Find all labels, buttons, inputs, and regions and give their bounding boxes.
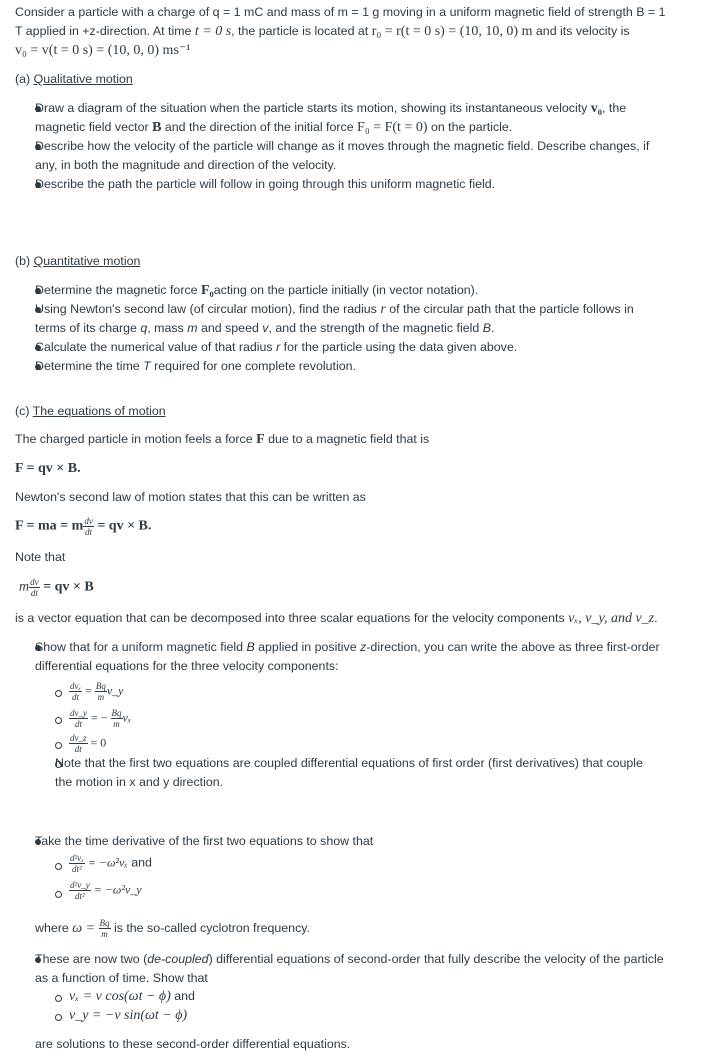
equation-force: F = qv × B. bbox=[15, 461, 81, 476]
equation-part: = − bbox=[91, 710, 108, 725]
bullet-var: r bbox=[276, 340, 281, 354]
part-a-heading bbox=[15, 70, 133, 89]
bullet-text: -direction, you can write the above as three first-order bbox=[366, 640, 660, 654]
equation-part: = bbox=[85, 683, 92, 698]
bullet-text: on the particle. bbox=[427, 120, 513, 134]
para-math: F bbox=[256, 432, 265, 447]
part-b-bullet-1 bbox=[35, 281, 478, 300]
bullet-text: , and the strength of the magnetic field bbox=[268, 321, 483, 335]
fraction-denominator: m bbox=[113, 719, 120, 729]
bullet-text: Show that for a uniform magnetic field bbox=[35, 640, 247, 654]
part-a-bullet-2: Describe how the velocity of the particle will change as it moves through the magnetic field. Describe changes, if bbox=[35, 139, 650, 153]
part-a-bullet-3: Describe the path the particle will follow in going through this uniform magnetic field. bbox=[35, 177, 496, 191]
bullet-var: B bbox=[246, 640, 255, 654]
fraction bbox=[83, 516, 94, 537]
fraction-denominator: m bbox=[101, 929, 108, 939]
part-c-bullet-3-cont: as a function of time. Show that bbox=[35, 971, 208, 985]
equation-part: = −ω²v_y bbox=[93, 882, 142, 897]
fraction bbox=[69, 853, 85, 874]
fraction bbox=[29, 577, 40, 598]
fraction-denominator: m bbox=[97, 692, 105, 702]
para-text: is a vector equation that can be decomposed into three scalar equations for the velocity components bbox=[15, 611, 569, 625]
bullet-var: T bbox=[143, 359, 151, 373]
bullet-var: q bbox=[140, 321, 148, 335]
bullet-math: B bbox=[152, 120, 162, 135]
fraction bbox=[111, 708, 123, 729]
part-b-bullet-2-cont bbox=[35, 319, 494, 338]
fraction-numerator: Bq bbox=[111, 708, 122, 718]
solution-vy: v_y = −v sin(ωt − ϕ) bbox=[69, 1008, 188, 1023]
bullet-math: r bbox=[380, 302, 386, 317]
part-c-para-3: Note that bbox=[15, 550, 66, 564]
fraction-numerator: dvₓ bbox=[70, 681, 82, 691]
coupled-note: Note that the first two equations are coupled differential equations of first order (first derivatives) that couple bbox=[55, 756, 643, 770]
part-b-title-link[interactable]: Quantitative motion bbox=[33, 254, 141, 268]
ode-vx bbox=[69, 681, 124, 702]
sub-bullet-icon bbox=[55, 863, 62, 870]
part-b-bullet-2 bbox=[35, 300, 634, 319]
bullet-var: z bbox=[360, 640, 367, 654]
bullet-text: Draw a diagram of the situation when the particle starts its motion, showing its instantaneous velocity bbox=[35, 101, 591, 115]
part-c-bullet-1-cont: differential equations for the three velocity components: bbox=[35, 659, 339, 673]
intro-line-1 bbox=[15, 3, 666, 22]
bullet-text: required for one complete revolution. bbox=[150, 359, 356, 373]
equation-part: and bbox=[127, 855, 152, 870]
intro-math: r₀ = r(t = 0 s) = (10, 10, 0) m bbox=[371, 24, 533, 39]
part-b-bullet-4 bbox=[35, 357, 356, 376]
bullet-text: acting on the particle initially (in vector notation). bbox=[213, 283, 479, 297]
fraction-denominator: dt bbox=[30, 588, 38, 598]
bullet-text: for the particle using the data given above. bbox=[280, 340, 518, 354]
part-c-heading bbox=[15, 402, 166, 421]
bullet-text: These are now two ( bbox=[35, 952, 148, 966]
fraction-numerator: Bq bbox=[95, 681, 106, 691]
para-text: where bbox=[35, 920, 73, 935]
part-c-para-2: Newton's second law of motion states that this can be written as bbox=[15, 490, 366, 504]
fraction bbox=[95, 681, 107, 702]
bullet-text-italic: de-coupled bbox=[147, 952, 209, 966]
fraction-numerator: dv_y bbox=[70, 708, 87, 718]
bullet-text: ) differential equations of second-order that fully describe the velocity of the particle bbox=[208, 952, 664, 966]
ode-vy bbox=[69, 708, 131, 729]
equation-newton bbox=[15, 516, 151, 537]
bullet-text: magnetic field vector bbox=[35, 120, 153, 134]
second-order-vx bbox=[69, 853, 152, 874]
part-prefix: (b) bbox=[15, 254, 34, 268]
intro-text: , the particle is located at bbox=[231, 24, 372, 38]
equation-part: F = ma = m bbox=[15, 518, 84, 534]
fraction-denominator: dt bbox=[85, 527, 93, 537]
fraction bbox=[69, 733, 88, 754]
bullet-text: and speed bbox=[197, 321, 263, 335]
equation-part: = −ω²vₓ bbox=[87, 855, 128, 870]
part-b-heading bbox=[15, 252, 140, 271]
bullet-text: terms of its charge bbox=[35, 321, 141, 335]
cyclotron-line bbox=[35, 918, 310, 939]
part-c-para-1 bbox=[15, 430, 429, 449]
para-text: is the so-called cyclotron frequency. bbox=[110, 920, 310, 935]
para-math: vₓ, v_y, and v_z bbox=[568, 611, 655, 626]
equation-part: ω = bbox=[72, 920, 96, 936]
intro-line-2 bbox=[15, 22, 630, 41]
equation-part: vₓ bbox=[122, 710, 132, 725]
bullet-var: m bbox=[187, 321, 198, 335]
ode-vz bbox=[69, 733, 106, 754]
bullet-math: F₀ bbox=[200, 283, 214, 298]
bullet-text: Calculate the numerical value of that radius bbox=[35, 340, 277, 354]
bullet-text: of the circular path that the particle follows in bbox=[385, 302, 634, 316]
fraction-denominator: dt² bbox=[74, 891, 85, 901]
bullet-math: F₀ = F(t = 0) bbox=[357, 120, 428, 135]
part-c-para-4 bbox=[15, 609, 658, 628]
bullet-text: Determine the time bbox=[35, 359, 144, 373]
equation-part: and bbox=[170, 989, 195, 1003]
part-a-bullet-1-cont bbox=[35, 118, 512, 137]
equation-part: = 0 bbox=[90, 735, 107, 750]
sub-bullet-icon bbox=[55, 995, 62, 1002]
fraction-numerator: d²v_y bbox=[70, 880, 90, 890]
fraction bbox=[69, 681, 82, 702]
part-a-bullet-1 bbox=[35, 99, 626, 118]
para-text: . bbox=[654, 611, 658, 625]
intro-math: t = 0 s bbox=[194, 24, 232, 39]
part-c-bullet-1 bbox=[35, 638, 660, 657]
intro-line-3: v₀ = v(t = 0 s) = (10, 0, 0) ms⁻¹ bbox=[15, 43, 191, 58]
bullet-var: B bbox=[482, 321, 491, 335]
part-c-bullet-2: Take the time derivative of the first two equations to show that bbox=[35, 834, 374, 848]
fraction-numerator: dv_z bbox=[70, 733, 87, 743]
fraction-denominator: dt bbox=[72, 692, 80, 702]
part-a-bullet-2-cont: any, in both the magnitude and direction of the velocity. bbox=[35, 158, 337, 172]
solution-vx bbox=[69, 987, 195, 1006]
bullet-math: v₀ bbox=[590, 101, 602, 116]
part-b-bullet-3 bbox=[35, 338, 517, 357]
equation-part: v_y bbox=[106, 683, 124, 698]
fraction-numerator: dv bbox=[30, 577, 39, 587]
para-text: due to a magnetic field that is bbox=[264, 432, 430, 446]
fraction-denominator: dt² bbox=[72, 864, 82, 874]
sub-bullet-icon bbox=[55, 742, 62, 749]
part-prefix: (a) bbox=[15, 72, 34, 86]
bullet-text: , mass bbox=[147, 321, 188, 335]
part-a-title-link[interactable]: Qualitative motion bbox=[33, 72, 133, 86]
sub-bullet-icon bbox=[55, 891, 62, 898]
sub-bullet-icon bbox=[55, 1014, 62, 1021]
part-prefix: (c) bbox=[15, 404, 33, 418]
bullet-text: applied in positive bbox=[254, 640, 361, 654]
equation-part: = qv × B. bbox=[97, 518, 152, 534]
fraction-numerator: Bq bbox=[99, 918, 110, 928]
bullet-text: . bbox=[490, 321, 495, 335]
part-c-title-link[interactable]: The equations of motion bbox=[32, 404, 166, 418]
fraction-numerator: d²vₓ bbox=[70, 853, 84, 863]
second-order-vy bbox=[69, 880, 142, 901]
sub-bullet-icon bbox=[55, 717, 62, 724]
bullet-text: , the bbox=[602, 101, 627, 115]
para-text: The charged particle in motion feels a force bbox=[15, 432, 257, 446]
bullet-text: and the direction of the initial force bbox=[161, 120, 358, 134]
fraction-denominator: dt bbox=[74, 719, 82, 729]
coupled-note-cont: the motion in x and y direction. bbox=[55, 775, 224, 789]
fraction-numerator: dv bbox=[84, 516, 93, 526]
equation-part: m bbox=[19, 579, 30, 595]
bullet-text: Determine the magnetic force bbox=[35, 283, 201, 297]
bullet-text: Using Newton's second law (of circular motion), find the radius bbox=[35, 302, 381, 316]
closing-line: are solutions to these second-order differential equations. bbox=[35, 1037, 351, 1051]
part-c-bullet-3 bbox=[35, 950, 664, 969]
fraction-denominator: dt bbox=[74, 744, 82, 754]
equation-part: = qv × B bbox=[43, 579, 94, 595]
fraction bbox=[99, 918, 111, 939]
equation-vector bbox=[19, 577, 94, 598]
intro-text: Consider a particle with a charge of q = 1 mC and mass of m = 1 g moving in a uniform magnetic field of strength B = 1 bbox=[15, 5, 666, 19]
intro-text: and its velocity is bbox=[532, 24, 630, 38]
bullet-var: v bbox=[262, 321, 269, 335]
fraction bbox=[69, 880, 91, 901]
intro-text: T applied in +z-direction. At time bbox=[15, 24, 195, 38]
equation-part: vₓ = v cos(ωt − ϕ) bbox=[69, 989, 171, 1004]
sub-bullet-icon bbox=[55, 690, 62, 697]
fraction bbox=[69, 708, 88, 729]
